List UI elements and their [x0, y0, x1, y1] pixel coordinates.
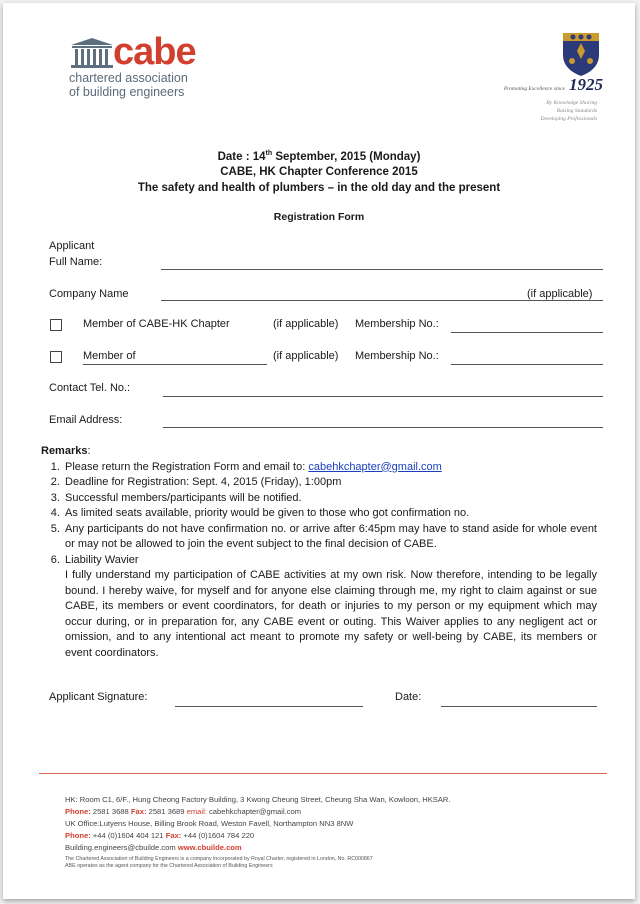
remark-item-6: [63, 553, 597, 662]
contact-tel-label: Contact Tel. No.:: [49, 382, 131, 394]
member-cabe-hk-checkbox[interactable]: [50, 319, 62, 331]
event-title: CABE, HK Chapter Conference 2015: [220, 166, 418, 178]
hk-contact-line: Phone: 2581 3688 Fax: 2581 3689 email: cabehkchapter@gmail.com: [65, 807, 302, 816]
event-topic: The safety and health of plumbers – in the old day and the present: [137, 182, 501, 194]
date-label: Date:: [395, 691, 422, 703]
crest-tagline: By Knowledge Sharing Raising Standards Developing Professionals: [540, 100, 597, 122]
registration-form-page: [3, 3, 635, 899]
email-address-field[interactable]: [163, 427, 603, 428]
membership-no-field-1[interactable]: [451, 332, 603, 333]
remark-item-2: 2. Deadline for Registration: Sept. 4, 2015 (Friday), 1:00pm: [63, 475, 597, 491]
footer-divider: [39, 773, 607, 774]
membership-no-label-1: Membership No.:: [355, 318, 439, 330]
company-name-label: Company Name: [49, 288, 129, 300]
remark-item-5: 5. Any participants do not have confirmation no. or arrive after 6:45pm may have to stand aside for whole event or may not be allowed to join the event subject to the final decision of CABE.: [63, 522, 597, 553]
member-other-checkbox[interactable]: [50, 351, 62, 363]
full-name-label-text: Full Name:: [49, 256, 103, 268]
logo-wordmark: cabe: [113, 31, 196, 73]
uk-web-line: Building.engineers@cbuilde.com www.cbuilde.com: [65, 843, 242, 852]
company-note: (if applicable): [527, 288, 593, 300]
hk-address: HK: Room C1, 6/F., Hung Cheong Factory Building, 3 Kwong Cheung Street, Cheung Sha Wan, Kowloon, HKSAR.: [65, 795, 451, 804]
member-other-org-field[interactable]: [83, 364, 267, 365]
remark-item-1: 1. Please return the Registration Form and email to: cabehkchapter@gmail.com: [63, 460, 597, 476]
email-address-label: Email Address:: [49, 414, 123, 426]
member-other-label: Member of: [83, 350, 136, 362]
liability-waiver-body: I fully understand my participation of CABE activities at my own risk. Now therefore, intending to be legally bound. I hereby waive, for myself and for anyone else claiming through me, my right to claim against or sue CABE, its members or event coordinators, for death or injuries to my person or my equipment which may occur during, or in preparation for, any CABE event or outing. This Waiver applies to any negligent act or omission, and to any intentional act meant to promote my safety or well-being by CABE, its members or event coordinators.: [65, 569, 597, 659]
website-link[interactable]: www.cbuilde.com: [177, 843, 242, 852]
signature-field[interactable]: [175, 706, 363, 707]
remark-item-4: 4. As limited seats available, priority would be given to those who got confirmation no.: [63, 506, 597, 522]
member-other-note: (if applicable): [273, 350, 339, 362]
member-cabe-hk-note: (if applicable): [273, 318, 339, 330]
remark-item-3: 3. Successful members/participants will be notified.: [63, 491, 597, 507]
crest-shield-icon: [561, 31, 601, 77]
membership-no-label-2: Membership No.:: [355, 350, 439, 362]
company-name-field[interactable]: [161, 300, 603, 301]
uk-address: UK Office:Lutyens House, Billing Brook Road, Weston Favell, Northampton NN3 8NW: [65, 819, 354, 828]
contact-tel-field[interactable]: [163, 396, 603, 397]
form-title: Registration Form: [273, 211, 365, 223]
cabe-pillars-logo-icon: [69, 37, 115, 69]
contact-email-link[interactable]: cabehkchapter@gmail.com: [308, 460, 442, 473]
promo-line: Promoting Excellence since 1925: [503, 75, 603, 94]
logo-subtitle: chartered association of building engineers: [69, 71, 188, 99]
signature-label: Applicant Signature:: [49, 691, 148, 703]
footer-contact: [65, 794, 451, 854]
remarks-title: Remarks: [41, 445, 88, 457]
footer-legal: The Chartered Association of Building Engineers is a company incorporated by Royal Charter, registered in London, No. RC000867 ABE operates as the agent company for the Chartered Association of Building Engineers: [65, 856, 373, 869]
date-field[interactable]: [441, 706, 597, 707]
remarks-section: Remarks: 1. Please return the Registration Form and email to: cabehkchapter@gmail.com 2. Deadline for Registration: Sept. 4, 2015 (Friday), 1:00pm 3. Successful members/participants will be notified. 4. As limited seats available, priority would be given to those who got confirmation no. 5. Any participants do not have confirmation no. or arrive after 6:45pm may have to stand aside for whole event or may not be allowed to join the event subject to the final decision of CABE. 6. Liability Wavier I fully understand my participation of CABE activities at my own risk. Now therefore, intending to be legally bound. I hereby waive, for myself and for anyone else claiming through me, my right to claim against or sue CABE, its members or event coordinators, for death or injuries to my person or my equipment which may occur during, or in preparation for, any CABE event or outing. This Waiver applies to any negligent act or omission, and to any intentional act meant to promote my safety or well-being by CABE, its members or event coordinators.: [41, 444, 597, 661]
event-date: Date : 14th September, 2015 (Monday): [217, 150, 421, 163]
liability-waiver-title: 6. Liability Wavier: [65, 553, 139, 566]
full-name-field[interactable]: [161, 269, 603, 270]
uk-contact-line: Phone: +44 (0)1604 404 121 Fax: +44 (0)1604 784 220: [65, 831, 255, 840]
membership-no-field-2[interactable]: [451, 364, 603, 365]
member-cabe-hk-label: Member of CABE-HK Chapter: [83, 318, 230, 330]
applicant-label: Applicant: [49, 240, 95, 252]
founding-year: 1925: [569, 75, 603, 94]
